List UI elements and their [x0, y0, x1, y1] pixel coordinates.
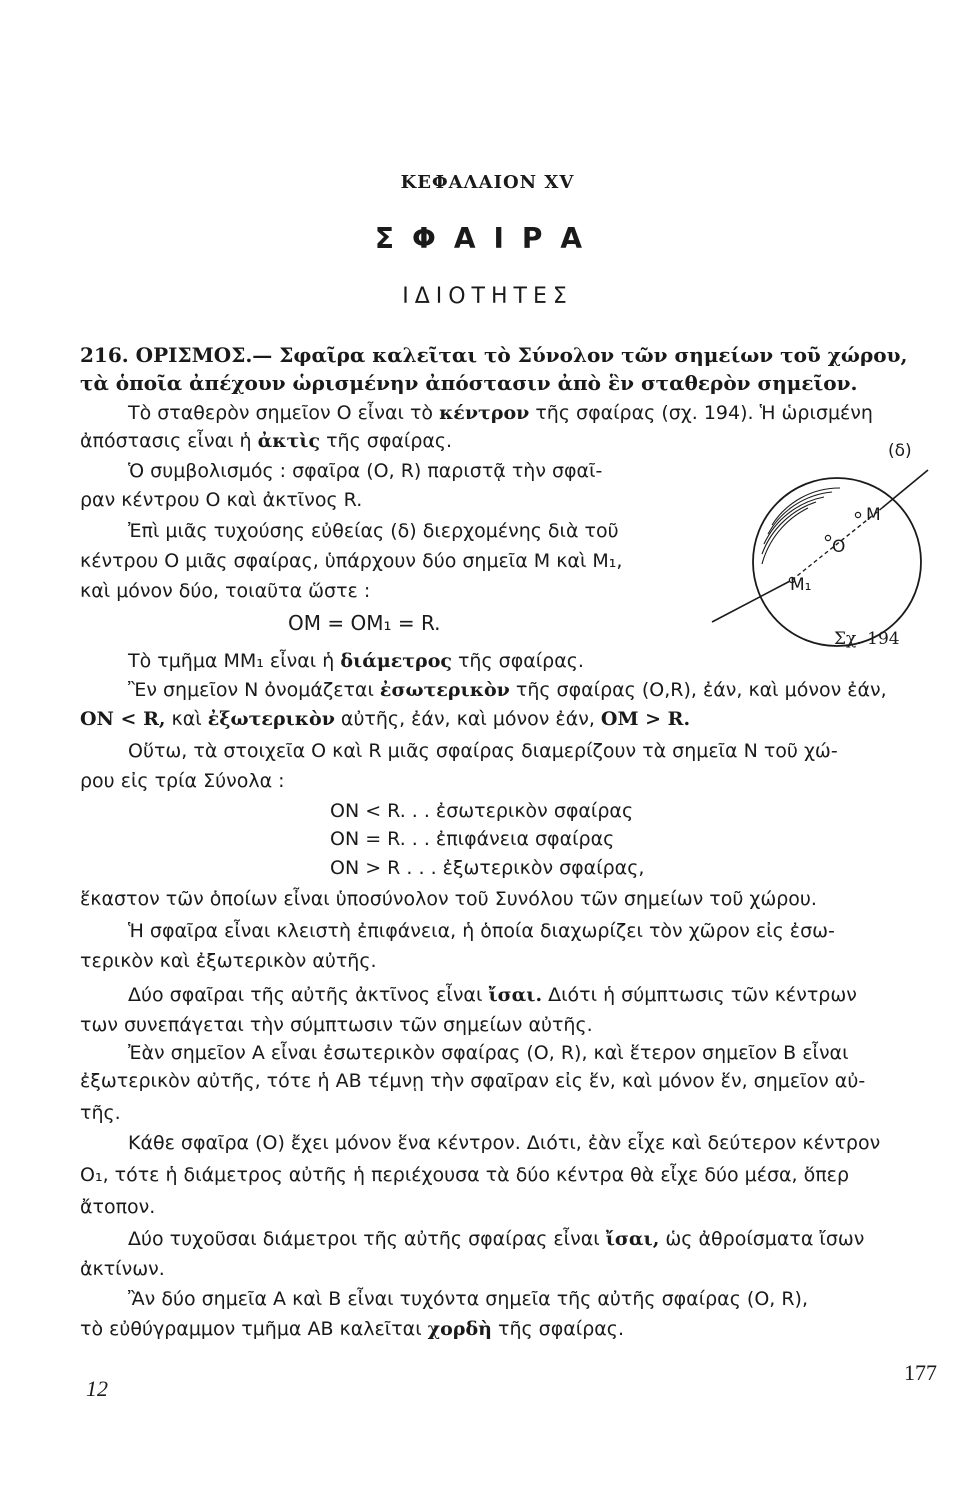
equation-radius: OM = OM₁ = R. — [288, 611, 441, 635]
para7-line-2: τερικὸν καὶ ἐξωτερικὸν αὐτῆς. — [80, 950, 377, 972]
line-delta-upper — [882, 470, 928, 508]
term-exterior: ἐξωτερικὸν — [207, 708, 335, 730]
para12-line-2: τὸ εὐθύγραμμον τμῆμα AB καλεῖται χορδὴ τῆς σφαίρας. — [80, 1318, 624, 1340]
label-M1: M₁ — [790, 575, 812, 595]
term-equal: ἴσαι. — [488, 984, 543, 1006]
term-interior: ἐσωτερικὸν — [379, 679, 510, 701]
para1-line-2: ἀπόστασις εἶναι ἡ ἀκτὶς τῆς σφαίρας. — [80, 430, 453, 452]
para9-line-3: τῆς. — [80, 1102, 121, 1124]
definition-line-2: τὰ ὁποῖα ἀπέχουν ὡρισμένην ἀπόστασιν ἀπὸ ἓν σταθερὸν σημεῖον. — [80, 371, 858, 395]
para7-line-1: Ἡ σφαῖρα εἶναι κλειστὴ ἐπιφάνεια, ἡ ὁποία διαχωρίζει τὸν χῶρον εἰς ἐσω- — [128, 920, 835, 942]
point-M — [855, 512, 860, 517]
label-delta: (δ) — [888, 441, 912, 461]
figure-sphere-diagram — [700, 430, 950, 660]
chapter-heading: ΚΕΦΑΛΑΙΟΝ XV — [400, 172, 575, 193]
definition-text-1: Σφαῖρα καλεῖται τὸ Σύνολον τῶν σημείων τοῦ χώρου, — [279, 343, 908, 367]
para6-line-1: Οὕτω, τὰ στοιχεῖα O καὶ R μιᾶς σφαίρας διαμερίζουν τὰ σημεῖα N τοῦ χώ- — [128, 740, 838, 762]
term-equal-diameters: ἴσαι, — [605, 1228, 660, 1250]
point-O — [825, 535, 830, 540]
page-number: 177 — [904, 1360, 937, 1385]
para6-line-3: ἕκαστον τῶν ὁποίων εἶναι ὑποσύνολον τοῦ Συνόλου τῶν σημείων τοῦ χώρου. — [80, 888, 817, 910]
para9-line-1: Ἐὰν σημεῖον A εἶναι ἐσωτερικὸν σφαίρας (O, R), καὶ ἕτερον σημεῖον B εἶναι — [128, 1042, 849, 1064]
para11-line-1: Δύο τυχοῦσαι διάμετροι τῆς αὐτῆς σφαίρας εἶναι ἴσαι, ὡς ἀθροίσματα ἴσων — [128, 1228, 865, 1250]
para10-line-3: ἄτοπον. — [80, 1196, 156, 1218]
sphere-outline — [753, 478, 921, 646]
line-delta-lower — [712, 580, 792, 622]
para3-line-1: Ἐπὶ μιᾶς τυχούσης εὐθείας (δ) διερχομένης διὰ τοῦ — [128, 520, 619, 542]
para5-line-1: Ἒν σημεῖον N ὀνομάζεται ἐσωτερικὸν τῆς σφαίρας (O,R), ἐάν, καὶ μόνον ἐάν, — [128, 679, 887, 701]
label-O: O — [832, 537, 846, 557]
para10-line-2: O₁, τότε ἡ διάμετρος αὐτῆς ἡ περιέχουσα τὰ δύο κέντρα θὰ εἶχε δύο μέσα, ὅπερ — [80, 1164, 850, 1186]
set-interior: ON < R. . . ἐσωτερικὸν σφαίρας — [330, 800, 634, 822]
para3-line-2: κέντρου O μιᾶς σφαίρας, ὑπάρχουν δύο σημεῖα M καὶ M₁, — [80, 550, 623, 572]
shading-arc-3 — [764, 497, 824, 544]
term-chord: χορδὴ — [427, 1318, 492, 1340]
section-subtitle: ΙΔΙΟΤΗΤΕΣ — [402, 284, 573, 309]
para3-line-3: καὶ μόνον δύο, τοιαῦτα ὥστε : — [80, 580, 371, 602]
para5-line-2: ON < R, καὶ ἐξωτερικὸν αὐτῆς, ἐάν, καὶ μόνον ἐάν, OM > R. — [80, 708, 691, 730]
para4-line: Τὸ τμῆμα MM₁ εἶναι ἡ διάμετρος τῆς σφαίρας. — [128, 650, 584, 672]
set-exterior: ON > R . . . ἐξωτερικὸν σφαίρας, — [330, 857, 645, 879]
para12-line-1: Ἂν δύο σημεῖα A καὶ B εἶναι τυχόντα σημεῖα τῆς αὐτῆς σφαίρας (O, R), — [128, 1288, 809, 1310]
signature-mark: 12 — [86, 1376, 108, 1401]
set-surface: ON = R. . . ἐπιφάνεια σφαίρας — [330, 828, 615, 850]
page-title: ΣΦΑΙΡΑ — [374, 222, 601, 255]
definition-line-1 — [80, 342, 907, 368]
para2-line-1: Ὁ συμβολισμός : σφαῖρα (O, R) παριστᾷ τὴν σφαῖ- — [128, 460, 603, 482]
figure-caption: Σχ. 194 — [834, 629, 900, 649]
term-diameter: διάμετρος — [340, 650, 452, 672]
para8-line-1: Δύο σφαῖραι τῆς αὐτῆς ἀκτῖνος εἶναι ἴσαι. Διότι ἡ σύμπτωσις τῶν κέντρων — [128, 984, 857, 1006]
definition-number: 216. ΟΡΙΣΜΟΣ.— — [80, 343, 273, 367]
term-center: κέντρον — [439, 402, 530, 424]
para2-line-2: ραν κέντρου O καὶ ἀκτῖνος R. — [80, 489, 363, 511]
para10-line-1: Κάθε σφαῖρα (O) ἔχει μόνον ἕνα κέντρον. Διότι, ἐὰν εἶχε καὶ δεύτερον κέντρον — [128, 1132, 881, 1154]
term-radius: ἀκτὶς — [257, 430, 321, 452]
para9-line-2: ἐξωτερικὸν αὐτῆς, τότε ἡ AB τέμνῃ τὴν σφαῖραν εἰς ἕν, καὶ μόνον ἕν, σημεῖον αὐ- — [80, 1070, 866, 1092]
label-M: M — [866, 505, 881, 525]
para6-line-2: ρου εἰς τρία Σύνολα : — [80, 770, 285, 792]
para8-line-2: των συνεπάγεται τὴν σύμπτωσιν τῶν σημείων αὐτῆς. — [80, 1014, 593, 1036]
para1-line-1: Τὸ σταθερὸν σημεῖον O εἶναι τὸ κέντρον τῆς σφαίρας (σχ. 194). Ἡ ὡρισμένη — [128, 402, 873, 424]
para11-line-2: ἀκτίνων. — [80, 1258, 165, 1280]
